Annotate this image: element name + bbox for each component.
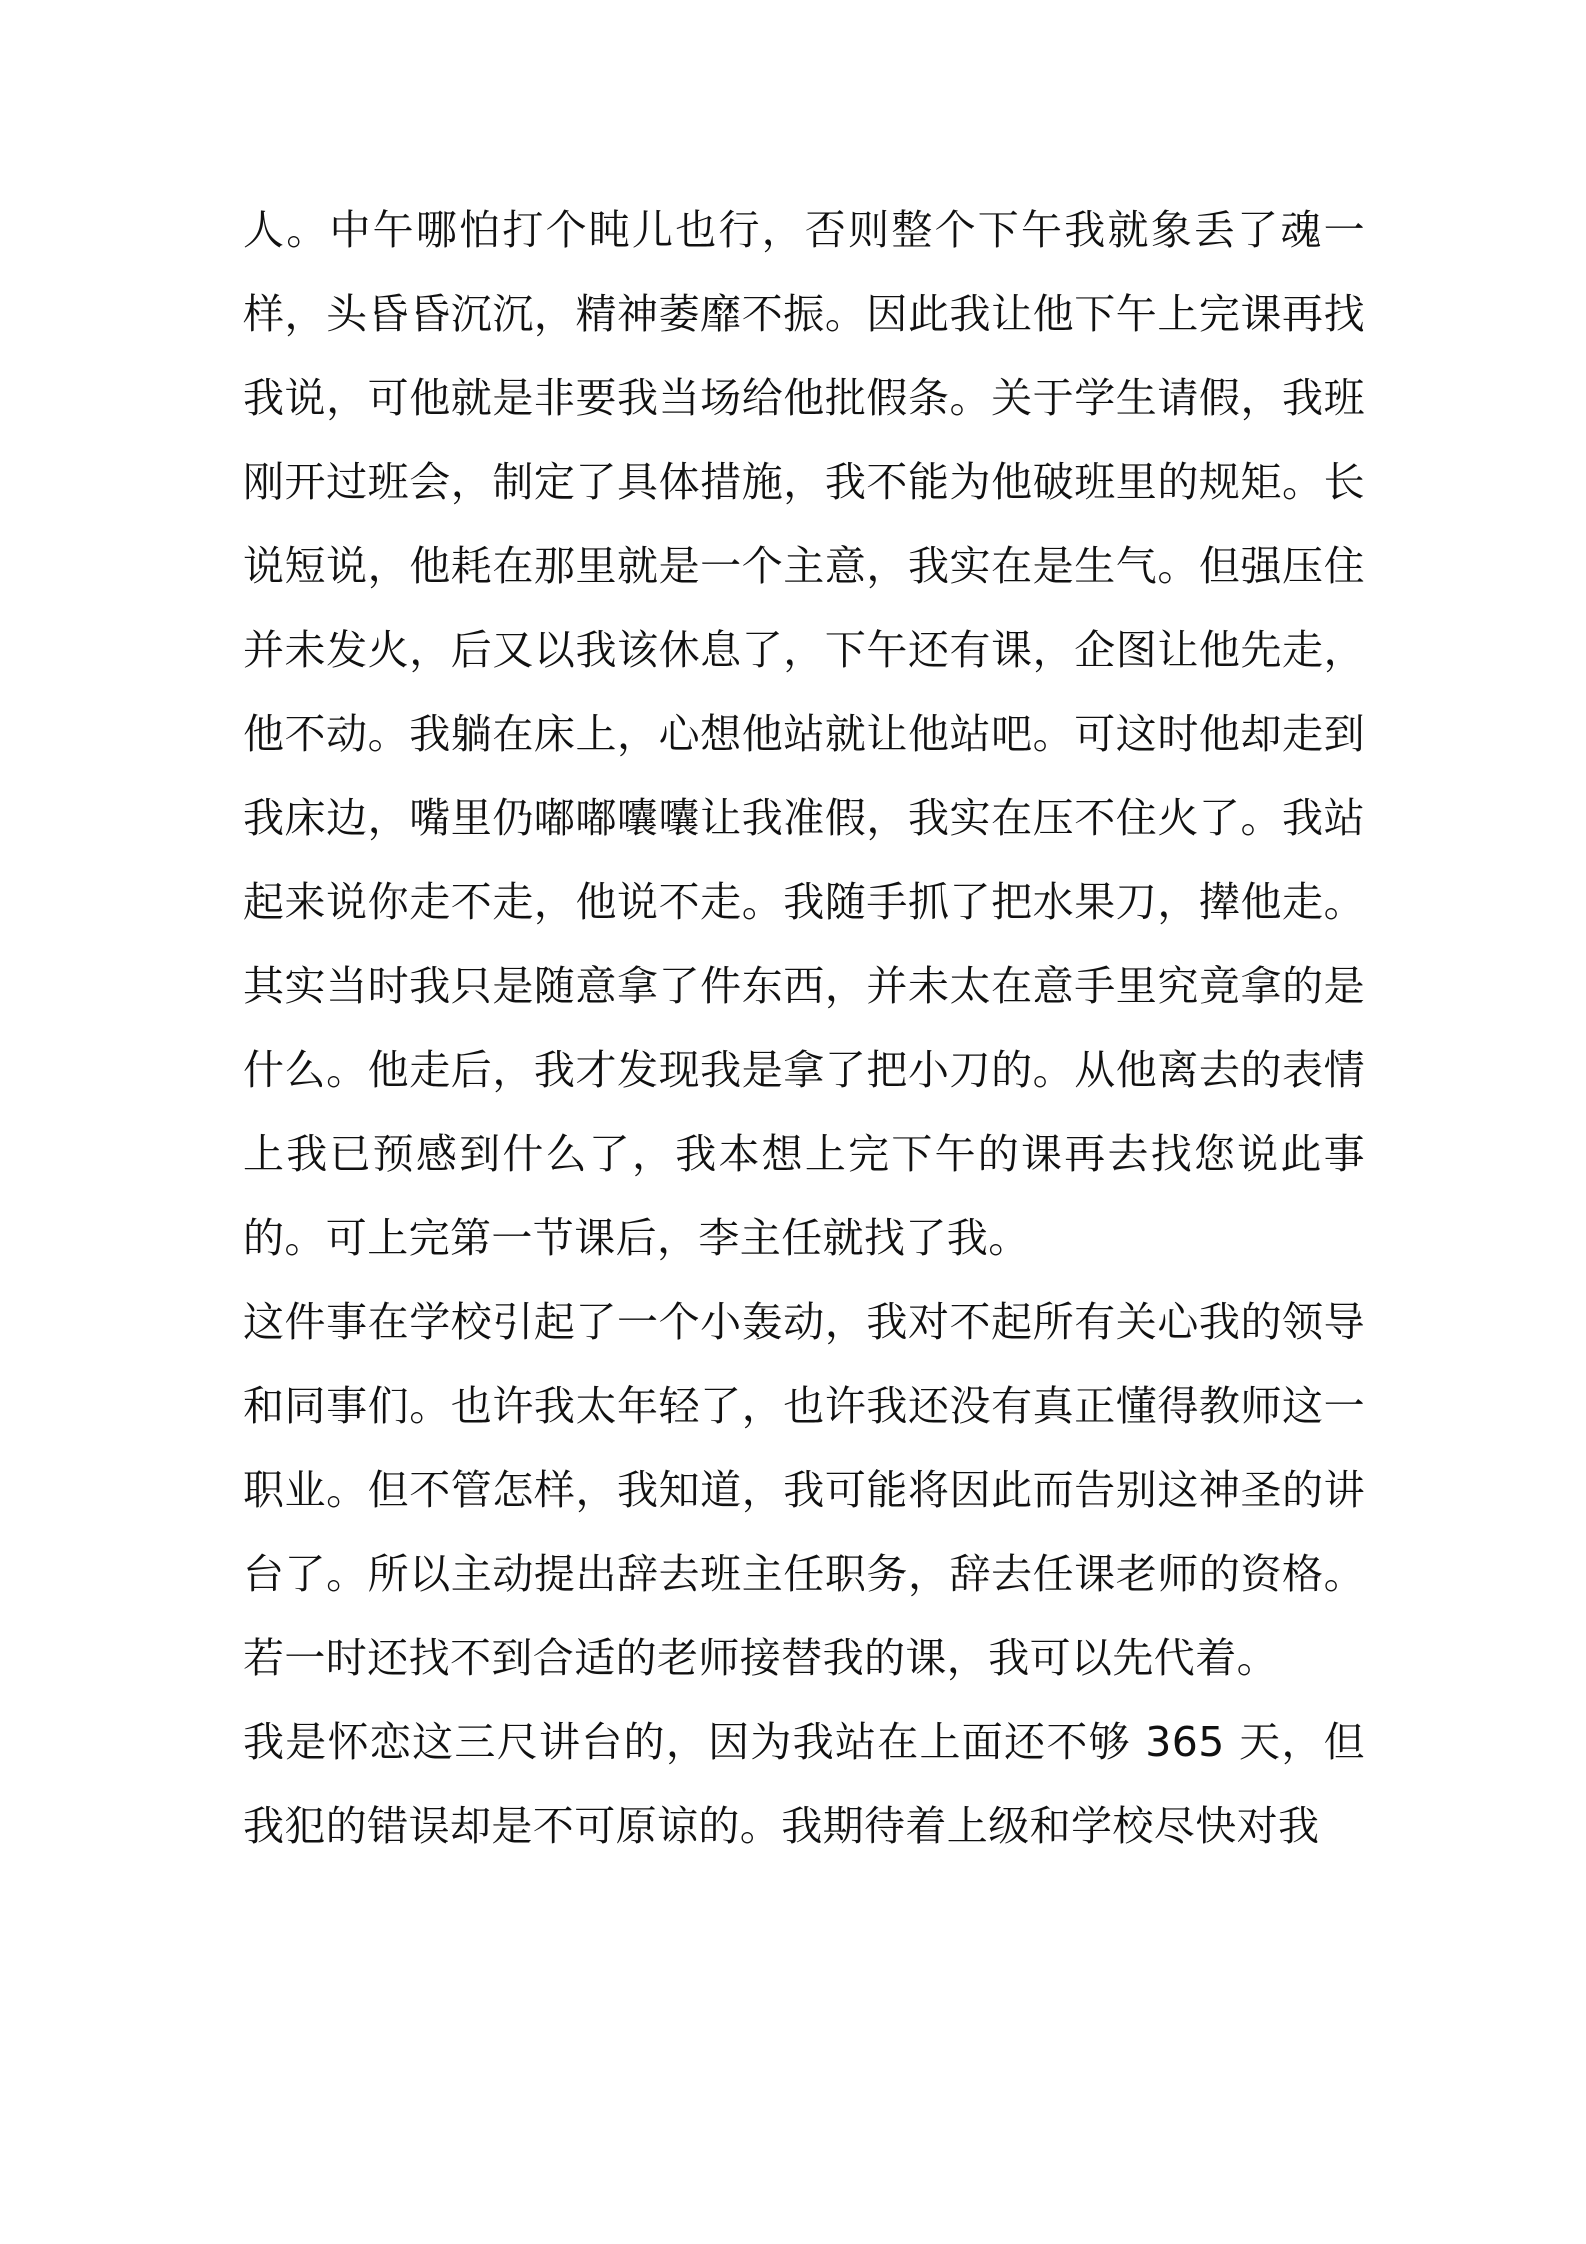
paragraph-2: 这件事在学校引起了一个小轰动，我对不起所有关心我的领导和同事们。也许我太年轻了，也许我还没有真正懂得教师这一职业。但不管怎样，我知道，我可能将因此而告别这神圣的讲台了。所以主动提出辞去班主任职务，辞去任课老师的资格。若一时还找不到合适的老师接替我的课，我可以先代着。 bbox=[243, 1298, 1365, 1682]
body-text bbox=[243, 188, 1365, 1868]
paragraph-1: 人。中午哪怕打个盹儿也行，否则整个下午我就象丢了魂一样，头昏昏沉沉，精神萎靡不振。因此我让他下午上完课再找我说，可他就是非要我当场给他批假条。关于学生请假，我班刚开过班会，制定了具体措施，我不能为他破班里的规矩。长说短说，他耗在那里就是一个主意，我实在是生气。但强压住并未发火，后又以我该休息了，下午还有课，企图让他先走，他不动。我躺在床上，心想他站就让他站吧。可这时他却走到我床边，嘴里仍嘟嘟囔囔让我准假，我实在压不住火了。我站起来说你走不走，他说不走。我随手抓了把水果刀，撵他走。其实当时我只是随意拿了件东西，并未太在意手里究竟拿的是什么。他走后，我才发现我是拿了把小刀的。从他离去的表情上我已预感到什么了，我本想上完下午的课再去找您说此事的。可上完第一节课后，李主任就找了我。 bbox=[243, 206, 1365, 1262]
paragraph-3: 我是怀恋这三尺讲台的，因为我站在上面还不够 365 天，但我犯的错误却是不可原谅的。我期待着上级和学校尽快对我 bbox=[243, 1718, 1365, 1850]
